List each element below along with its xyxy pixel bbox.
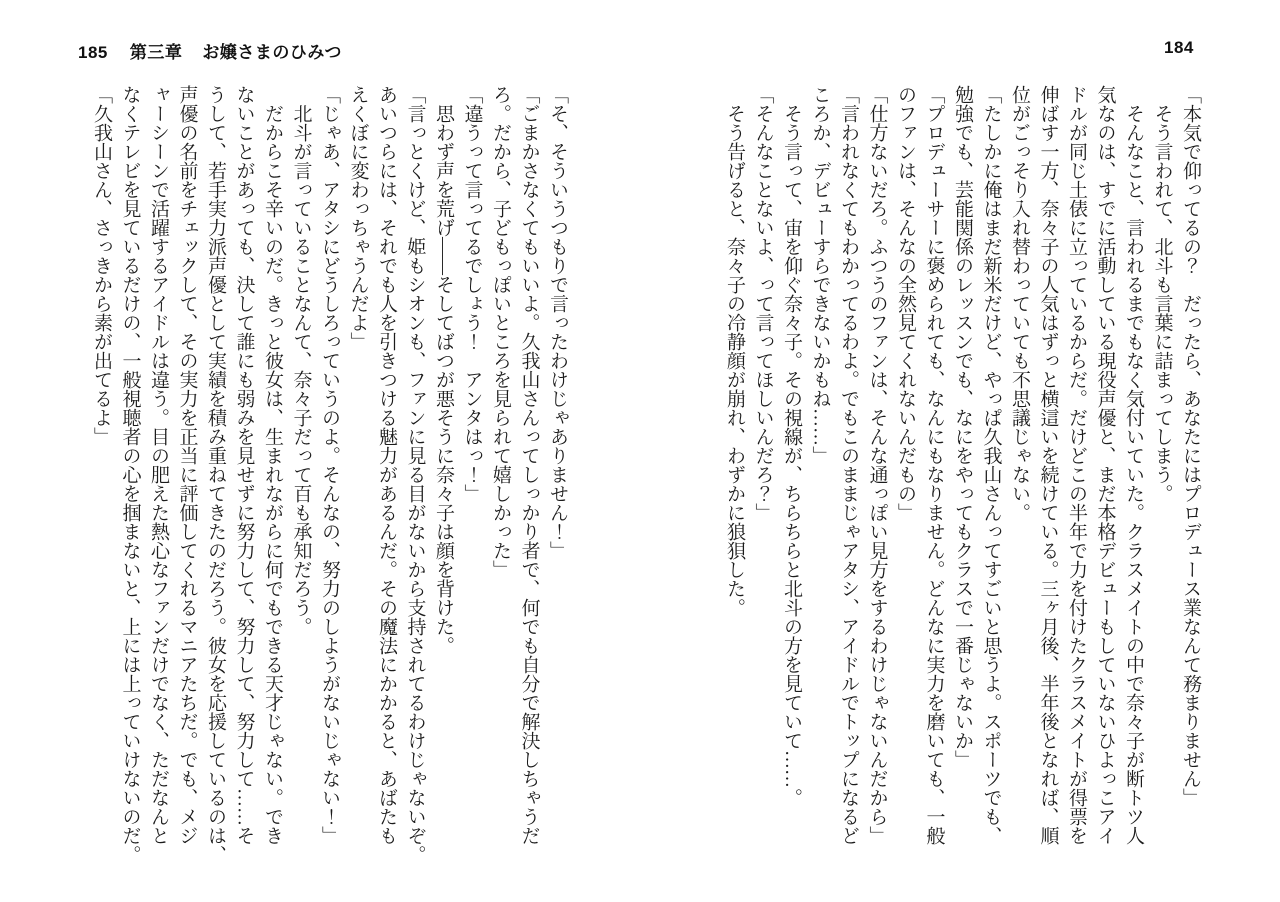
text-line: 「プロデューサーに褒められても、なんにもなりません。どんなに実力を磨いても、一般 [923,85,945,845]
text-line: 「そんなことないよ、って言ってほしいんだろ？」 [752,85,774,522]
chapter-title: お嬢さまのひみつ [202,43,343,62]
text-line: なくテレビを見ているだけの、一般視聴者の心を掴まないと、上には上っていけないのだ。 [119,85,141,864]
text-line: 声優の名前をチェックして、その実力を正当に評価してくれるマニアたちだ。でも、メジ [176,85,198,845]
text-line: のファンは、そんなの全然見てくれないんだもの」 [895,85,916,522]
running-header-left [78,38,342,63]
text-line: えくぼに変わっちゃうんだよ」 [347,85,369,351]
text-line: 「仕方ないだろ。ふつうのファンは、そんな通っぽい見方をするわけじゃないんだから」 [866,85,888,845]
text-line: 「本気で仰ってるの？ だったら、あなたにはプロデュース業なんて務まりません」 [1180,85,1201,807]
text-line: ドルが同じ土俵に立っているからだ。だけどこの半年で力を付けたクラスメイトが得票を [1066,85,1087,845]
chapter-label: 第三章 [129,43,183,62]
text-line: ころか、デビューすらできないかもね……」 [809,85,831,465]
running-header-right [1164,38,1194,58]
text-line: 気なのは、すでに活動している現役声優と、まだ本格デビューもしていないひよっこアイ [1094,85,1116,845]
text-line: あいつらには、それでも人を引きつける魅力があるんだ。その魔法にかかると、あばたも [376,85,397,845]
page-right-text-body [719,85,1204,875]
text-line: だからこそ辛いのだ。きっと彼女は、生まれながらに何でもできる天才じゃない。でき [262,104,283,845]
text-line: 「じゃあ、アタシにどうしろっていうのよ。そんなの、努力のしようがないじゃない！」 [319,85,340,845]
text-line: 「そ、そういうつもりで言ったわけじゃありません！」 [547,85,568,560]
text-line: ャーシーンで活躍するアイドルは違う。目の肥えた熱心なファンだけでなく、ただなんと [148,85,169,845]
page-left-text-body [86,85,571,875]
text-line: そう言って、宙を仰ぐ奈々子。その視線が、ちらちらと北斗の方を見ていて……。 [781,104,802,807]
text-line: 北斗が言っていることなんて、奈々子だって百も承知だろう。 [290,104,312,636]
page-number-right: 184 [1164,38,1194,57]
text-line: 「言っとくけど、姫もシオンも、ファンに見る目がないから支持されてるわけじゃないぞ。 [404,85,426,864]
text-line: 「ごまかさなくてもいいよ。久我山さんってしっかり者で、何でも自分で解決しちゃうだ [518,85,540,845]
text-line: 位がごっそり入れ替わっていても不思議じゃない。 [1009,85,1030,522]
text-line: そう言われて、北斗も言葉に詰まってしまう。 [1151,104,1173,503]
text-line: 勉強でも、芸能関係のレッスンでも、なにをやってもクラスで一番じゃないか」 [952,85,973,769]
text-line: うして、若手実力派声優として実績を積み重ねてきたのだろう。彼女を応援しているのは、 [205,85,226,864]
text-line: 伸ばす一方、奈々子の人気はずっと横這いを続けている。三ヶ月後、半年後となれば、順 [1037,85,1059,845]
text-line: そう告げると、奈々子の冷静顔が崩れ、わずかに狼狽した。 [724,104,745,617]
text-line: 「たしかに俺はまだ新米だけど、やっぱ久我山さんってすごいと思うよ。スポーツでも、 [980,85,1002,845]
page-number-left: 185 [78,43,108,62]
text-line: ないことがあっても、決して誰にも弱みを見せずに努力して、努力して、努力して……そ [233,85,255,845]
text-line: そんなこと、言われるまでもなく気付いていた。クラスメイトの中で奈々子が断トツ人 [1123,104,1144,845]
text-line: 「違うって言ってるでしょう！ アンタはっ！」 [461,85,483,503]
text-line: 「言われなくてもわかってるわよ。でもこのままじゃアタシ、アイドルでトップになるど [838,85,859,845]
text-line: 思わず声を荒げ——そしてばつが悪そうに奈々子は顔を背けた。 [433,104,454,655]
text-line: 「久我山さん、さっきから素が出てるよ」 [91,85,112,446]
text-line: ろ。だから、子どもっぽいところを見られて嬉しかった」 [490,85,511,579]
